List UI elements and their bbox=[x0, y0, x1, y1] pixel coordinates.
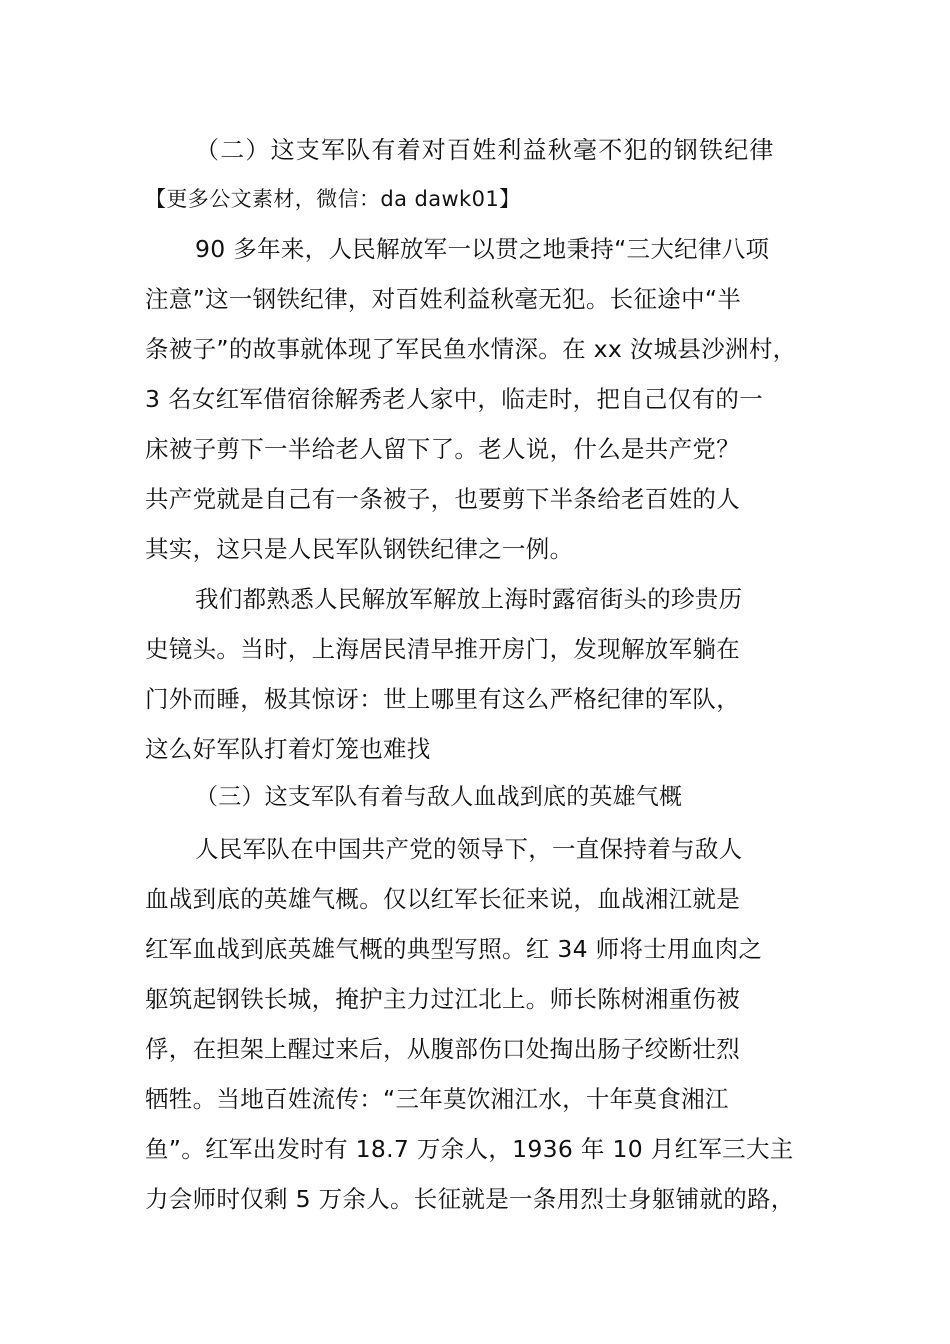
paragraph-3-line: 俘，在担架上醒过来后，从腹部伤口处掏出肠子绞断壮烈 bbox=[145, 1035, 740, 1063]
paragraph-1-line: 3 名女红军借宿徐解秀老人家中，临走时，把自己仅有的一 bbox=[145, 385, 764, 413]
paragraph-1-line: 床被子剪下一半给老人留下了。老人说，什么是共产党？ bbox=[145, 435, 740, 463]
paragraph-3-line: 牺牲。当地百姓流传：“三年莫饮湘江水，十年莫食湘江 bbox=[145, 1085, 729, 1113]
paragraph-3-line: 力会师时仅剩 5 万余人。长征就是一条用烈士身躯铺就的路， bbox=[145, 1185, 795, 1213]
section-2-heading: （二）这支军队有着对百姓利益秋毫不犯的钢铁纪律 bbox=[195, 136, 775, 164]
paragraph-3-line: 血战到底的英雄气概。仅以红军长征来说，血战湘江就是 bbox=[145, 885, 740, 913]
section-3-heading: （三）这支军队有着与敌人血战到底的英雄气概 bbox=[195, 784, 683, 810]
paragraph-3-line: 人民军队在中国共产党的领导下，一直保持着与敌人 bbox=[195, 835, 743, 863]
paragraph-1-line: 共产党就是自己有一条被子，也要剪下半条给老百姓的人 bbox=[145, 485, 740, 513]
paragraph-2-line: 史镜头。当时，上海居民清早推开房门，发现解放军躺在 bbox=[145, 635, 740, 663]
paragraph-2-line: 我们都熟悉人民解放军解放上海时露宿街头的珍贵历 bbox=[195, 585, 743, 613]
promo-note: 【更多公文素材，微信：da dawk01】 bbox=[145, 187, 521, 211]
paragraph-1-line: 条被子”的故事就体现了军民鱼水情深。在 xx 汝城县沙洲村， bbox=[145, 335, 797, 363]
paragraph-3-line: 鱼”。红军出发时有 18.7 万余人，1936 年 10 月红军三大主 bbox=[145, 1135, 794, 1163]
paragraph-1-line: 注意”这一钢铁纪律，对百姓利益秋毫无犯。长征途中“半 bbox=[145, 285, 742, 313]
paragraph-2-line: 门外而睡，极其惊讶：世上哪里有这么严格纪律的军队， bbox=[145, 685, 740, 713]
paragraph-3-line: 躯筑起钢铁长城，掩护主力过江北上。师长陈树湘重伤被 bbox=[145, 985, 740, 1013]
paragraph-3-line: 红军血战到底英雄气概的典型写照。红 34 师将士用血肉之 bbox=[145, 935, 763, 963]
paragraph-2-line: 这么好军队打着灯笼也难找 bbox=[145, 735, 431, 763]
paragraph-1-line: 其实，这只是人民军队钢铁纪律之一例。 bbox=[145, 535, 574, 563]
paragraph-1-line: 90 多年来，人民解放军一以贯之地秉持“三大纪律八项 bbox=[195, 235, 770, 263]
